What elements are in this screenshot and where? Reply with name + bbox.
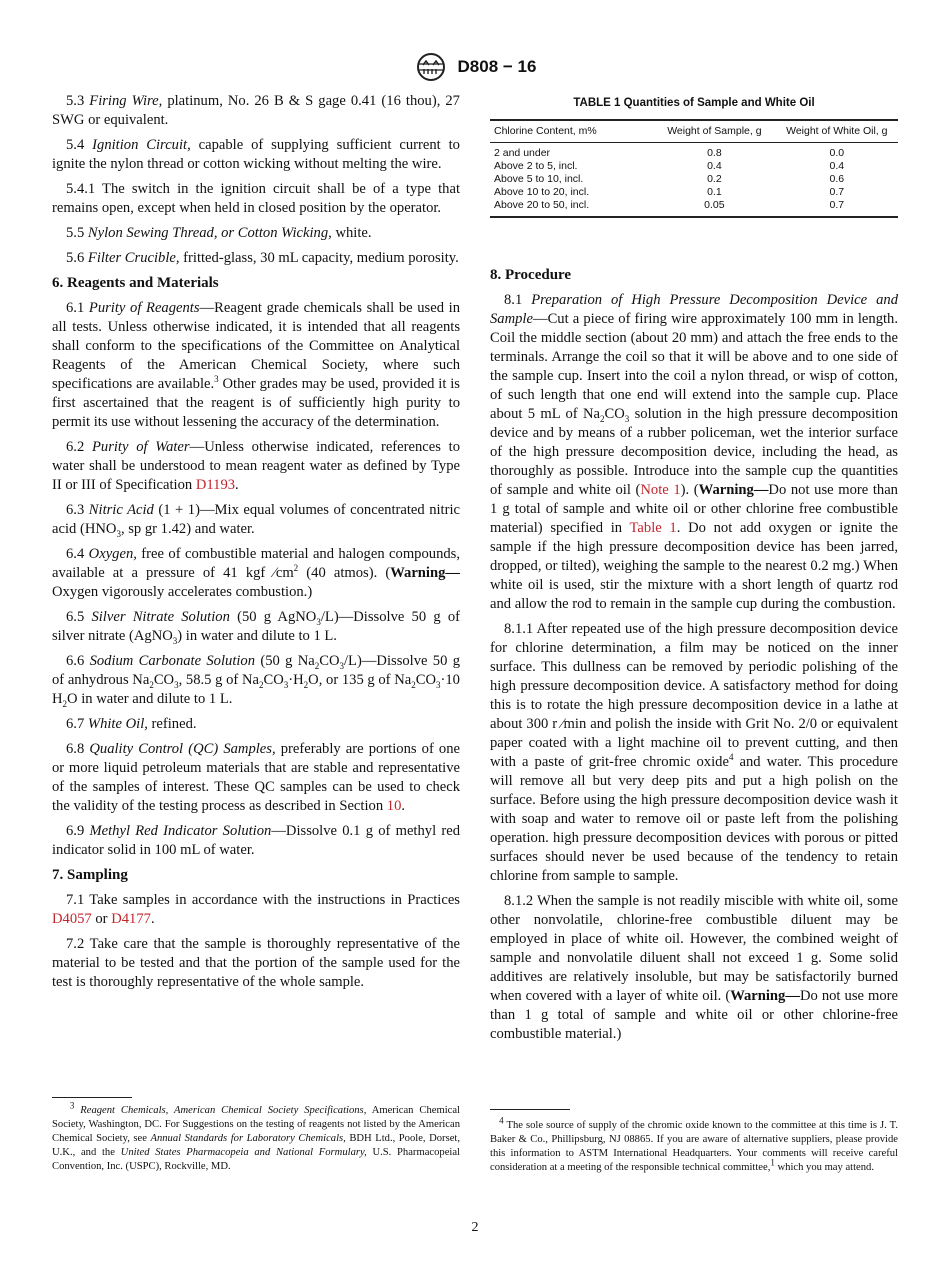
- para-8-1: 8.1 Preparation of High Pressure Decomposition Device and Sample—Cut a piece of firing wire approximately 100 mm in length. Coil the middle section (about 20 mm) and attach the free ends to the terminals. Arrange the coil so that it will be above and to one side of the sample cup. Insert into the coil a nylon thread, or wisp of cotton, of such length that one end will extend into the sample cup. Place about 5 mL of $Na_2CO_3$ solution in the high pressure decomposition device and by means of a rubber policeman, wet the interior surface of the high pressure decomposition device, including the head, as thoroughly as possible. Introduce into the sample cup the quantities of sample and white oil (Note 1). (Warning—Do not use more than 1 g total of sample and white oil or other chlorine free combustible material) specified in Table 1. Do not add oxygen or ignite the sample if the high pressure decomposition device has been jarred, dropped, or tilted), weighing the sample to the nearest 0.2 mg.) When white oil is used, stir the mixture with a short length of quartz rod and allow the rod to remain in the sample cup during the combustion.: [490, 292, 898, 612]
- page-number: 2: [471, 1220, 479, 1235]
- table-row: [490, 143, 898, 161]
- table-cell: 0.1: [707, 186, 722, 198]
- column-header: Weight of White Oil, g: [786, 125, 888, 137]
- table-header-row: [490, 120, 898, 143]
- column-header: Weight of Sample, g: [667, 125, 762, 137]
- table-cell: 0.4: [829, 160, 845, 172]
- para-6-2: 6.2 Purity of Water—Unless otherwise indicated, references to water shall be understood to mean reagent water as defined by Type II or III of Specification D1193.: [52, 439, 460, 493]
- section-heading-7: 7. Sampling: [52, 867, 128, 883]
- table-row: [490, 173, 898, 186]
- link-d1193[interactable]: D1193: [195, 477, 236, 493]
- table-cell: 2 and under: [494, 147, 551, 159]
- table-cell: 0.05: [704, 199, 725, 211]
- table-1: [490, 94, 898, 218]
- standard-designation: D808 − 16: [457, 57, 537, 76]
- table-cell: 0.6: [829, 173, 845, 185]
- section-heading-6: 6. Reagents and Materials: [52, 275, 219, 291]
- column-header: Chlorine Content, m%: [494, 125, 597, 137]
- para-6-8: 6.8 Quality Control (QC) Samples, preferably are portions of one or more liquid petroleum materials that are stable and representative of the samples of interest. These QC samples can be used to check the validity of the testing process as described in Section 10.: [52, 741, 461, 814]
- para-5-6: 5.6 Filter Crucible, fritted-glass, 30 mL capacity, medium porosity.: [66, 250, 459, 266]
- footnote-4: $^4$ The sole source of supply of the chromic oxide known to the committee at this time is J. T. Baker & Co., Phillipsburg, NJ 08865. If you are aware of alternative suppliers, please provide this information to ASTM International Headquarters. Your comments will receive careful consideration at a meeting of the responsible technical committee,$^1$ which you may attend.: [490, 1115, 898, 1173]
- right-column: [490, 92, 898, 1050]
- link-d4177[interactable]: D4177: [111, 911, 151, 927]
- para-7-1: 7.1 Take samples in accordance with the instructions in Practices D4057 or D4177.: [52, 892, 460, 927]
- para-7-2: 7.2 Take care that the sample is thoroughly representative of the material to be tested and that the portion of the sample used for the test is thoroughly representative of the whole sample.: [52, 936, 460, 990]
- table-cell: Above 20 to 50, incl.: [494, 199, 590, 211]
- para-6-7: 6.7 White Oil, refined.: [66, 716, 197, 732]
- astm-logo-icon: [414, 52, 448, 82]
- link-table-1[interactable]: Table 1: [629, 520, 677, 536]
- table-row: [490, 160, 898, 173]
- table-row: [490, 199, 898, 217]
- table-cell: Above 10 to 20, incl.: [494, 186, 590, 198]
- table-cell: 0.7: [829, 186, 845, 198]
- para-6-1: 6.1 Purity of Reagents—Reagent grade chemicals shall be used in all tests. Unless otherwise indicated, it is intended that all reagents shall conform to the specifications of the Committee on Analytical Reagents of the American Chemical Society, where such specifications are available.$^3$ Other grades may be used, provided it is first ascertained that the reagent is of sufficiently high purity to permit its use without lessening the accuracy of the determination.: [52, 300, 461, 430]
- table-cell: 0.4: [707, 160, 722, 172]
- quantities-table: [490, 119, 898, 218]
- link-d4057[interactable]: D4057: [52, 911, 92, 927]
- footnote-divider: [490, 1109, 570, 1110]
- link-note-1[interactable]: Note 1: [640, 482, 681, 498]
- para-6-5: 6.5 Silver Nitrate Solution (50 g AgNO$_3$/L)—Dissolve 50 g of silver nitrate (AgNO$_3$) in water and dilute to 1 L.: [52, 609, 460, 646]
- table-title: TABLE 1 Quantities of Sample and White Oil: [573, 97, 815, 109]
- para-6-9: 6.9 Methyl Red Indicator Solution—Dissolve 0.1 g of methyl red indicator solid in 100 mL of water.: [52, 823, 460, 858]
- para-8-1-2: 8.1.2 When the sample is not readily miscible with white oil, some other nonvolatile, chlorine-free combustible diluent may be employed in place of white oil. However, the combined weight of sample and nonvolatile diluent shall not exceed 1 g. Some solid additives are relatively insoluble, but may be satisfactorily burned when covered with a layer of white oil. (Warning—Do not use more than 1 g total of sample and white oil or other chlorine-free combustible material.): [490, 893, 898, 1042]
- para-5-4: 5.4 Ignition Circuit, capable of supplying sufficient current to ignite the nylon thread or cotton wicking without melting the wire.: [52, 137, 460, 172]
- table-cell: 0.8: [707, 147, 722, 159]
- para-6-4: 6.4 Oxygen, free of combustible material and halogen compounds, available at a pressure of 41 kgf $⁄cm^2$ (40 atmos). (Warning—Oxygen vigorously accelerates combustion.): [52, 546, 460, 600]
- para-6-3: 6.3 Nitric Acid (1 + 1)—Mix equal volumes of concentrated nitric acid ($HNO_3$, sp gr 1.42) and water.: [52, 502, 461, 539]
- para-5-5: 5.5 Nylon Sewing Thread, or Cotton Wicking, white.: [66, 225, 372, 241]
- footnote-ref-3: 3: [214, 374, 219, 385]
- section-heading-8: 8. Procedure: [490, 267, 572, 283]
- table-cell: 0.0: [829, 147, 845, 159]
- warning-label: Warning—: [730, 988, 800, 1004]
- footnote-3: $^3$ Reagent Chemicals, American Chemical Society Specifications, American Chemical Society, Washington, DC. For Suggestions on the testing of reagents not listed by the American Chemical Society, see Annual Standards for Laboratory Chemicals, BDH Ltd., Poole, Dorset, U.K., and the United States Pharmacopeia and National Formulary, U.S. Pharmacopeial Convention, Inc. (USPC), Rockville, MD.: [52, 1100, 460, 1172]
- para-8-1-1: 8.1.1 After repeated use of the high pressure decomposition device for chlorine determination, a film may be noticed on the inner surface. This dullness can be removed by periodic polishing of the high pressure decomposition device. A satisfactory method for doing this is to rotate the high pressure decomposition device in a lathe at about 300 r ⁄min and polish the inside with Grit No. 2/0 or equivalent paper coated with a light machine oil to prevent cutting, and then with a paste of grit-free chromic oxide$^4$ and water. This procedure will remove all but very deep pits and put a high polish on the surface. Before using the high pressure decomposition device wash it with soap and water to remove oil or paste left from the polishing operation. high pressure decomposition devices with porous or pitted surfaces should never be used because of the tendency to retain chlorine from sample to sample.: [490, 621, 898, 884]
- table-cell: Above 5 to 10, incl.: [494, 173, 584, 185]
- table-cell: 0.2: [707, 173, 722, 185]
- warning-label: Warning—: [698, 482, 769, 498]
- para-6-6: 6.6 Sodium Carbonate Solution (50 g $Na_2CO_3/L)—Dissolve$ 50 g of anhydrous $Na_2CO_3$, 58.5 g of $Na_2CO_3\cdot H_2O$, or 135 g of $Na_2CO_3\cdot 10$ $H_2O$ in water and dilute to 1 L.: [52, 653, 460, 709]
- table-cell: Above 2 to 5, incl.: [494, 160, 578, 172]
- para-5-3: 5.3 Firing Wire, platinum, No. 26 B & S gage 0.41 (16 thou), 27 SWG or equivalent.: [52, 93, 460, 128]
- warning-label: Warning—: [390, 565, 460, 581]
- page-header: [0, 52, 950, 82]
- link-section-10[interactable]: 10: [386, 798, 402, 814]
- table-cell: 0.7: [829, 199, 845, 211]
- table-row: [490, 186, 898, 199]
- left-column: [52, 92, 460, 998]
- footnote-ref-4: 4: [728, 752, 734, 763]
- para-5-4-1: 5.4.1 The switch in the ignition circuit shall be of a type that remains open, except when held in closed position by the operator.: [52, 181, 460, 216]
- footnote-divider: [52, 1097, 132, 1098]
